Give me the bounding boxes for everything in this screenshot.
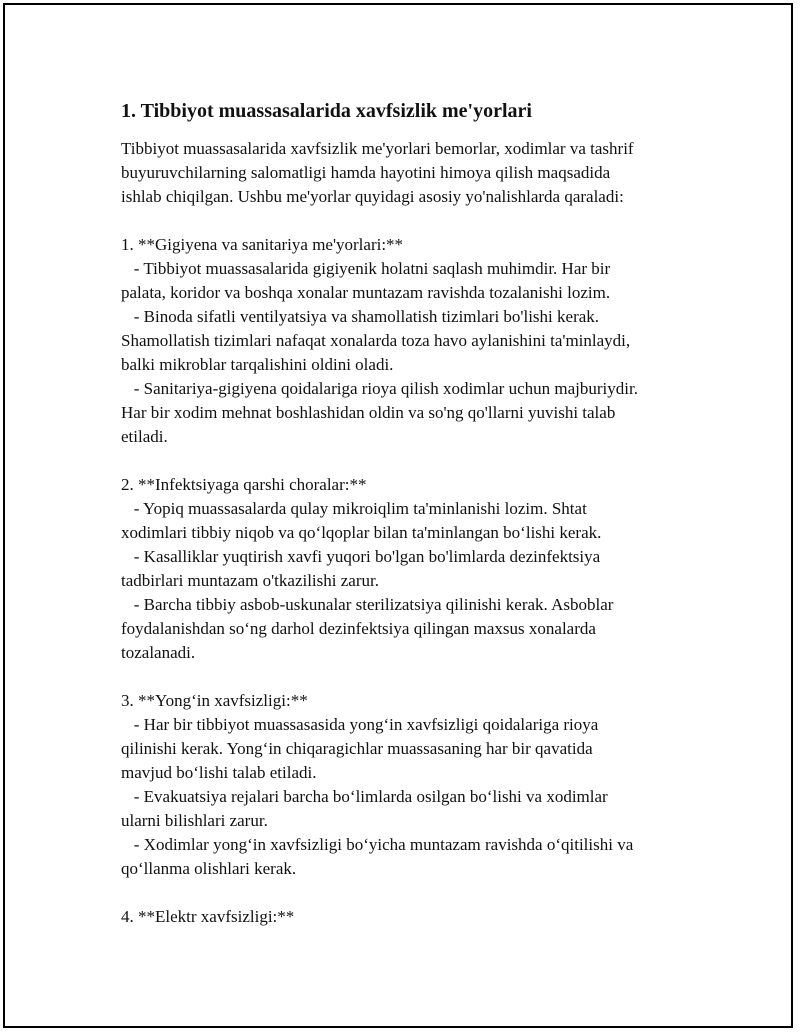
document-content xyxy=(121,97,701,929)
document-body: Tibbiyot muassasalarida xavfsizlik me'yorlari bemorlar, xodimlar va tashrif buyuruvchilarning salomatligi hamda hayotini himoya qilish maqsadida ishlab chiqilgan. Ushbu me'yorlar quyidagi asosiy yo'nalishlarda qaraladi: 1. **Gigiyena va sanitariya me'yorlari:** - Tibbiyot muassasalarida gigiyenik holatni saqlash muhimdir. Har bir palata, koridor va boshqa xonalar muntazam ravishda tozalanishi lozim. - Binoda sifatli ventilyatsiya va shamollatish tizimlari bo'lishi kerak. Shamollatish tizimlari nafaqat xonalarda toza havo aylanishini ta'minlaydi, balki mikroblar tarqalishini oldini oladi. - Sanitariya-gigiyena qoidalariga rioya qilish xodimlar uchun majburiydir. Har bir xodim mehnat boshlashidan oldin va so'ng qo'llarni yuvishi talab etiladi. 2. **Infektsiyaga qarshi choralar:** - Yopiq muassasalarda qulay mikroiqlim ta'minlanishi lozim. Shtat xodimlari tibbiy niqob va qo‘lqoplar bilan ta'minlangan bo‘lishi kerak. - Kasalliklar yuqtirish xavfi yuqori bo'lgan bo'limlarda dezinfektsiya tadbirlari muntazam o'tkazilishi zarur. - Barcha tibbiy asbob-uskunalar sterilizatsiya qilinishi kerak. Asboblar foydalanishdan so‘ng darhol dezinfektsiya qilingan maxsus xonalarda tozalanadi. 3. **Yong‘in xavfsizligi:** - Har bir tibbiyot muassasasida yong‘in xavfsizligi qoidalariga rioya qilinishi kerak. Yong‘in chiqaragichlar muassasaning har bir qavatida mavjud bo‘lishi talab etiladi. - Evakuatsiya rejalari barcha bo‘limlarda osilgan bo‘lishi va xodimlar ularni bilishlari zarur. - Xodimlar yong‘in xavfsizligi bo‘yicha muntazam ravishda o‘qitilishi va qo‘llanma olishlari kerak. 4. **Elektr xavfsizligi:** xyxy=(121,139,638,926)
document-title: 1. Tibbiyot muassasalarida xavfsizlik me'yorlari xyxy=(121,100,532,122)
page-frame xyxy=(3,3,793,1028)
